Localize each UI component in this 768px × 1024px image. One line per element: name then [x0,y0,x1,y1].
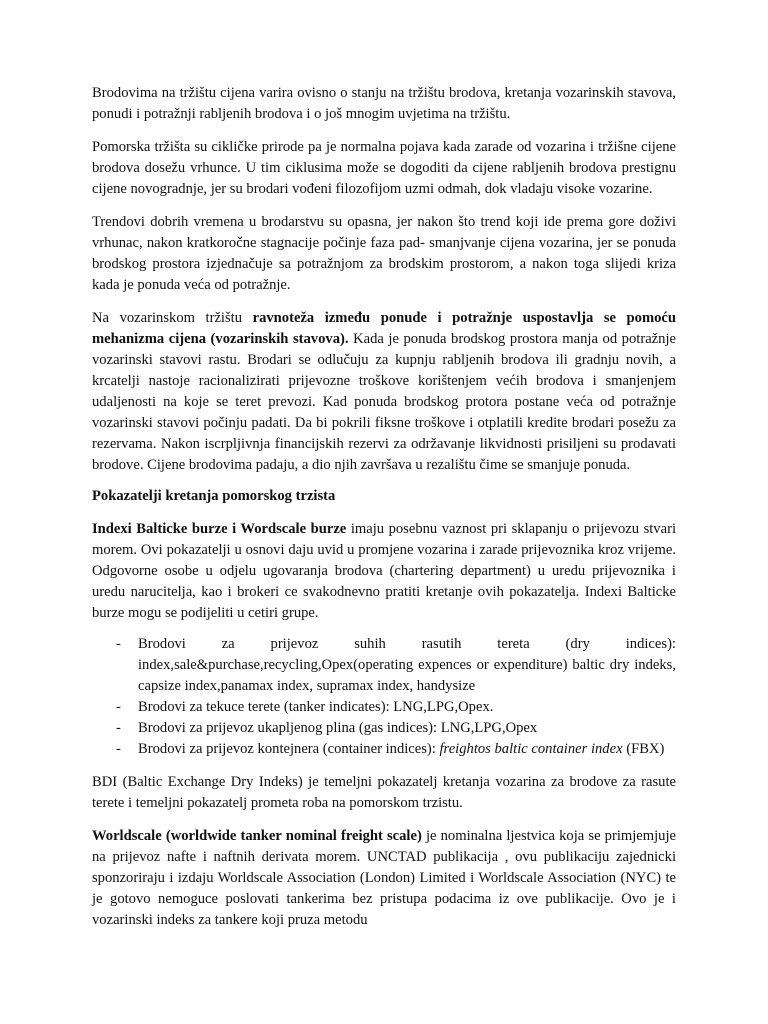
list-item-text: Brodovi za tekuce terete (tanker indicates): LNG,LPG,Opex. [138,699,494,715]
paragraph-good-times-trends: Trendovi dobrih vremena u brodarstvu su opasna, jer nakon što trend koji ide prema gore doživi vrhunac, nakon kratkoročne stagnacije počinje faza pad- smanjvanje cijena vozarina, jer se ponuda brodskog prostora izjednačuje sa potražnjom za brodskim prostorom, a nakon toga slijedi kriza kada je ponuda veća od potražnje. [92,214,676,293]
list-item-text: Brodovi za prijevoz ukapljenog plina (gas indices): LNG,LPG,Opex [138,720,538,736]
list-item [92,718,676,739]
worldscale-body: je nominalna ljestvica koja se primjemjuje na prijevoz nafte i naftnih derivata morem. UNCTAD publikacija , ovu publikaciju zajednicki sponzoriraju i izdaju Worldscale Association (London) Limited i Worldscale Association (NYC) te je gotovo nemoguce poslovati tankerima bez pristupa podacima iz ove publikacije. Ovo je i vozarinski indeks za tankere koji pruza metodu [92,828,677,928]
list-dash: - [116,741,121,757]
list-item [92,634,676,697]
worldscale-bold: Worldscale (worldwide tanker nominal freight scale) [92,828,422,844]
list-item-text-end: (FBX) [622,741,665,757]
list-dash: - [116,720,121,736]
list-item-text: Brodovi za prijevoz kontejnera (container indices): [138,741,440,757]
freight-equilibrium-bold: ravnoteža između ponude i potražnje uspostavlja se pomoću mehanizma cijena (vozarinskih stavova). [92,310,677,347]
list-item-text: Brodovi za prijevoz suhih rasutih tereta (dry indices): index,sale&purchase,recycling,Opex(operating expences or expenditure) baltic dry indeks, capsize index,panamax index, supramax index, handysize [138,636,676,694]
index-groups-list [92,634,676,760]
paragraph-bdi: BDI (Baltic Exchange Dry Indeks) je temeljni pokazatelj kretanja vozarina za brodove za rasute terete i temeljni pokazatelj prometa roba na pomorskom trzistu. [92,774,676,811]
section-heading: Pokazatelji kretanja pomorskog trzista [92,488,336,504]
list-dash: - [116,636,121,652]
list-item [92,739,676,760]
paragraph-freight-equilibrium [92,308,676,476]
baltic-indexes-body: imaju posebnu vaznost pri sklapanju o prijevozu stvari morem. Ovi pokazatelji u osnovi daju uvid u promjene vozarina i zarade prijevoznika kroz vrijeme. Odgovorne osobe u odjelu ugovaranja brodova (chartering department) u uredu prijevoznika i uredu naruciteljа, kao i brokeri ce svakodnevno pratiti kretanje ovih pokazatelja. Indexi Balticke burze mogu se podijeliti u cetiri grupe. [92,521,676,621]
paragraph-ship-prices: Brodovima na tržištu cijena varira ovisno o stanju na tržištu brodova, kretanja vozarinskih stavova, ponudi i potražnji rabljenih brodova i o još mnogim uvjetima na tržištu. [92,85,676,122]
paragraph-worldscale [92,826,676,931]
paragraph-baltic-indexes [92,519,676,624]
paragraph-cyclical-markets: Pomorska tržišta su cikličke prirode pa je normalna pojava kada zarade od vozarina i tržišne cijene brodova dosežu vrhunce. U tim ciklusima može se dogoditi da cijene rabljenih brodova prestignu cijene novogradnje, jer su brodari vođeni filozofijom uzmi odmah, dok vladaju visoke vozarine. [92,139,676,197]
freight-equilibrium-intro: Na vozarinskom tržištu [92,310,253,326]
baltic-indexes-bold: Indexi Balticke burze i Wordscale burze [92,521,347,537]
freight-equilibrium-body: Kada je ponuda brodskog prostora manja od potražnje vozarinski stavovi rastu. Brodari se odlučuju za kupnju rabljenih brodova ili gradnju novih, a krcatelji nastoje racionalizirati prijevozne troškove korištenjem većih brodova i smanjenjem udaljenosti na koje se teret prevozi. Kad ponuda brodskog protora postane veća od potražnje vozarinski stavovi počinju padati. Da bi pokrili fiksne troškove i otplatili kredite brodari posežu za rezervama. Nakon iscrpljivnja financijskih rezervi za održavanje likvidnosti prisiljeni su prodavati brodove. Cijene brodovima padaju, a dio njih završava u rezalištu čime se smanjuje ponuda. [92,331,676,473]
list-dash: - [116,699,121,715]
list-item-italic: freightos baltic container index [439,741,623,757]
list-item [92,697,676,718]
